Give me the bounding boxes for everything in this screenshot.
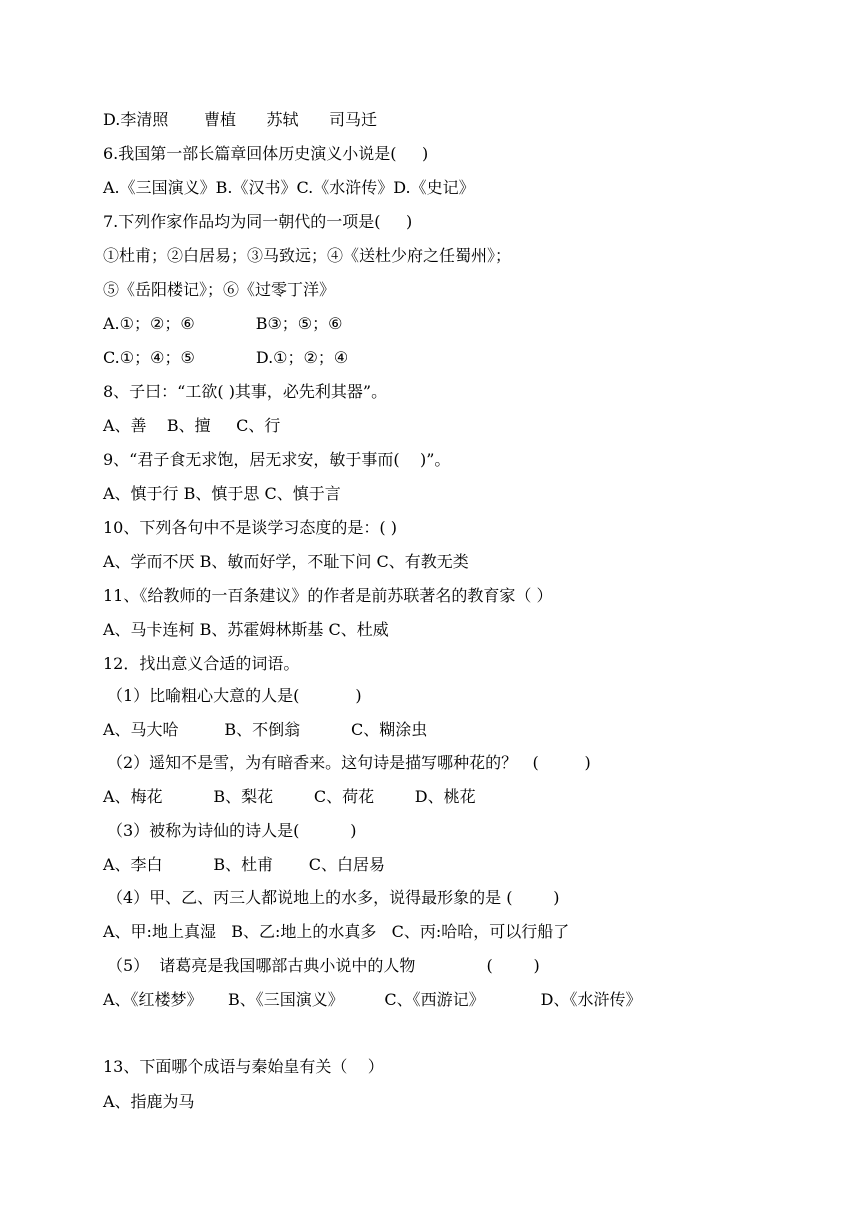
question-8-text: 8、子曰：“工欲( )其事，必先利其器”。 (103, 382, 388, 401)
question-8-options: A、善 B、擅 C、行 (103, 416, 281, 435)
question-12-4-text: （4）甲、乙、丙三人都说地上的水多，说得最形象的是 ( ) (107, 888, 560, 907)
question-12-3-text: （3）被称为诗仙的诗人是( ) (107, 821, 357, 840)
question-12-text: 12．找出意义合适的词语。 (103, 654, 300, 673)
question-12-1-options: A、马大哈 B、不倒翁 C、糊涂虫 (103, 720, 428, 739)
question-9-text: 9、“君子食无求饱，居无求安，敏于事而( )”。 (103, 450, 451, 469)
question-12-2-options: A、梅花 B、梨花 C、荷花 D、桃花 (103, 787, 476, 806)
question-12-1-text: （1）比喻粗心大意的人是( ) (107, 686, 362, 705)
question-6-options: A.《三国演义》B.《汉书》C.《水浒传》D.《史记》 (103, 178, 475, 197)
question-12-5-text: （5） 诸葛亮是我国哪部古典小说中的人物 ( ) (107, 956, 540, 975)
question-13-option-a: A、指鹿为马 (103, 1092, 195, 1111)
question-11-text: 11、《给教师的一百条建议》的作者是前苏联著名的教育家（ ） (103, 586, 553, 605)
question-13-text: 13、下面哪个成语与秦始皇有关（ ） (103, 1057, 384, 1076)
question-10-text: 10、下列各句中不是谈学习态度的是：( ) (103, 518, 397, 537)
question-7-options-cd: C.①；④；⑤ D.①；②；④ (103, 348, 349, 367)
question-12-3-options: A、李白 B、杜甫 C、白居易 (103, 855, 386, 874)
question-7-options-ab: A.①；②；⑥ B③；⑤；⑥ (103, 314, 343, 333)
question-7-text: 7.下列作家作品均为同一朝代的一项是( ) (103, 212, 413, 231)
question-12-5-options: A、《红楼梦》 B、《三国演义》 C、《西游记》 D、《水浒传》 (103, 990, 642, 1009)
question-12-4-options: A、甲:地上真湿 B、乙:地上的水真多 C、丙:哈哈，可以行船了 (103, 922, 570, 941)
question-6-text: 6.我国第一部长篇章回体历史演义小说是( ) (103, 144, 429, 163)
question-5-option-d: D.李清照 曹植 苏轼 司马迁 (103, 110, 377, 129)
question-10-options: A、学而不厌 B、敏而好学，不耻下问 C、有教无类 (103, 552, 469, 571)
question-9-options: A、慎于行 B、慎于思 C、慎于言 (103, 484, 341, 503)
question-11-options: A、马卡连柯 B、苏霍姆林斯基 C、杜威 (103, 620, 389, 639)
question-7-items-b: ⑤《岳阳楼记》；⑥《过零丁洋》 (103, 280, 336, 299)
question-7-items-a: ①杜甫；②白居易；③马致远；④《送杜少府之任蜀州》； (103, 246, 512, 265)
question-12-2-text: （2）遥知不是雪，为有暗香来。这句诗是描写哪种花的？ ( ) (107, 753, 591, 772)
